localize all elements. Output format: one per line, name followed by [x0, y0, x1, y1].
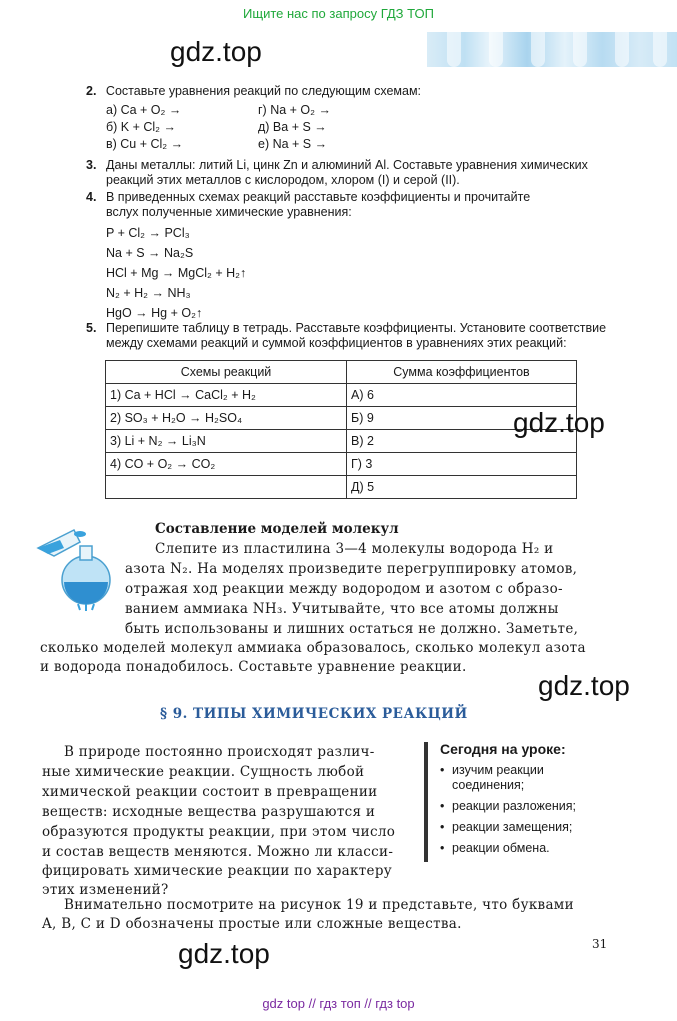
sidebox-item: • реакции замещения; — [440, 820, 573, 834]
text-line: реакций этих металлов с кислородом, хлором (I) и серой (II). — [106, 173, 460, 187]
task-2-col2 — [258, 102, 331, 153]
table-cell: 3) Li + N₂ → Li₃N — [106, 430, 347, 453]
table-header-row — [106, 361, 577, 384]
table-row — [106, 453, 577, 476]
sidebox-item-label: реакции замещения; — [452, 820, 573, 834]
watermark: gdz.top — [513, 407, 605, 438]
text-line: между схемами реакций и суммой коэффициентов в уравнениях этих реакций: — [106, 336, 567, 350]
lab-glassware-photo — [427, 32, 677, 67]
sidebox-title: Сегодня на уроке: — [440, 741, 566, 757]
sidebox-item-label: реакции разложения; — [452, 799, 576, 813]
task-4 — [86, 190, 96, 205]
table-cell: Д) 5 — [347, 476, 577, 499]
sidebox-item-label: изучим реакции соединения; — [452, 763, 544, 792]
closing-line: A, B, C и D обозначены простые или сложные вещества. — [42, 916, 462, 932]
text-line: Даны металлы: литий Li, цинк Zn и алюминий Al. Составьте уравнения химических — [106, 158, 588, 172]
model-line: и водорода понадобилось. Составьте уравнение реакции. — [40, 659, 467, 675]
model-line: сколько моделей молекул аммиака образовалось, сколько молекул азота — [40, 640, 586, 656]
flask-icon — [34, 522, 124, 612]
intro-line: В природе постоянно происходят различ- — [64, 744, 375, 760]
table-cell: 1) Ca + HCl → CaCl₂ + H₂ — [106, 384, 347, 407]
scheme-e: е) Na + S → — [258, 137, 328, 151]
equation: HgO → Hg + O₂↑ — [106, 306, 203, 320]
scheme-d: д) Ba + S → — [258, 120, 327, 134]
text-line: Перепишите таблицу в тетрадь. Расставьте коэффициенты. Установите соответствие — [106, 321, 607, 335]
model-line: азота N₂. На моделях произведите перегруппировку атомов, — [125, 561, 578, 577]
task-3 — [86, 158, 96, 173]
table-header: Сумма коэффициентов — [347, 361, 577, 384]
watermark: gdz.top — [538, 670, 630, 701]
model-line: ванием аммиака NH₃. Учитывайте, что все атомы должны — [125, 601, 559, 617]
model-line: быть использованы и лишних остаться не должно. Заметьте, — [125, 621, 579, 637]
task-2-col1 — [106, 102, 183, 153]
sidebox-item: • изучим реакции соединения; — [440, 763, 620, 793]
intro-line: образуются продукты реакции, при этом число — [42, 824, 396, 840]
watermark: gdz.top — [178, 938, 270, 969]
table-cell: Г) 3 — [347, 453, 577, 476]
task-number: 5. — [86, 321, 97, 335]
sidebox-item-label: реакции обмена. — [452, 841, 550, 855]
table-header: Схемы реакций — [106, 361, 347, 384]
task-number: 3. — [86, 158, 97, 172]
intro-line: этих изменений? — [42, 882, 169, 898]
table-cell: 2) SO₃ + H₂O → H₂SO₄ — [106, 407, 347, 430]
scheme-b: б) K + Cl₂ → — [106, 120, 177, 134]
sidebox-bar — [424, 742, 428, 862]
table-cell: А) 6 — [347, 384, 577, 407]
sidebox-item: • реакции обмена. — [440, 841, 550, 855]
intro-line: ные химические реакции. Сущность любой — [42, 764, 365, 780]
model-line: Слепите из пластилина 3—4 молекулы водорода H₂ и — [155, 541, 554, 557]
watermark: gdz.top — [170, 36, 262, 67]
lesson-sidebox — [440, 741, 620, 856]
task-5 — [86, 321, 96, 336]
task-5-text — [106, 321, 606, 351]
task-2 — [86, 84, 421, 99]
model-title: Составление моделей молекул — [155, 521, 399, 537]
equation: Na + S → Na₂S — [106, 246, 194, 260]
intro-line: фицировать химические реакции по характеру — [42, 863, 393, 879]
page-number: 31 — [592, 937, 608, 951]
text-line: В приведенных схемах реакций расставьте коэффициенты и прочитайте — [106, 190, 531, 204]
scheme-v: в) Cu + Cl₂ → — [106, 137, 184, 151]
task-number: 4. — [86, 190, 97, 204]
closing-line: Внимательно посмотрите на рисунок 19 и представьте, что буквами — [64, 897, 574, 913]
table-cell: В) 2 — [347, 430, 577, 453]
intro-line: веществ: исходные вещества разрушаются и — [42, 804, 376, 820]
table-row — [106, 476, 577, 499]
model-line: отражая ход реакции между водородом и азотом с образо- — [125, 581, 563, 597]
table-cell: Б) 9 — [347, 407, 577, 430]
table-cell: 4) CO + O₂ → CO₂ — [106, 453, 347, 476]
table-row — [106, 407, 577, 430]
equation: HCl + Mg → MgCl₂ + H₂↑ — [106, 266, 247, 280]
equation: N₂ + H₂ → NH₃ — [106, 286, 191, 300]
task-number: 2. — [86, 84, 97, 98]
task-4-equations — [106, 223, 246, 323]
text-line: вслух полученные химические уравнения: — [106, 205, 352, 219]
top-banner[interactable]: Ищите нас по запросу ГДЗ ТОП — [243, 6, 434, 21]
task-3-text — [106, 158, 588, 188]
intro-line: химической реакции состоит в превращении — [42, 784, 378, 800]
table-row — [106, 430, 577, 453]
sidebox-item: • реакции разложения; — [440, 799, 576, 813]
task-text: Составьте уравнения реакций по следующим схемам: — [105, 84, 422, 98]
scheme-g: г) Na + O₂ → — [258, 103, 331, 117]
table-row — [106, 384, 577, 407]
table-cell — [106, 476, 347, 499]
footer-links[interactable]: gdz top // гдз топ // гдз top — [262, 996, 415, 1011]
coefficient-table — [105, 360, 577, 499]
intro-line: и состав веществ меняются. Можно ли класси- — [42, 844, 394, 860]
section-title: § 9. ТИПЫ ХИМИЧЕСКИХ РЕАКЦИЙ — [160, 706, 468, 722]
task-4-text — [106, 190, 530, 220]
scheme-a: а) Ca + O₂ → — [106, 103, 182, 117]
equation: P + Cl₂ → PCl₃ — [106, 226, 190, 240]
